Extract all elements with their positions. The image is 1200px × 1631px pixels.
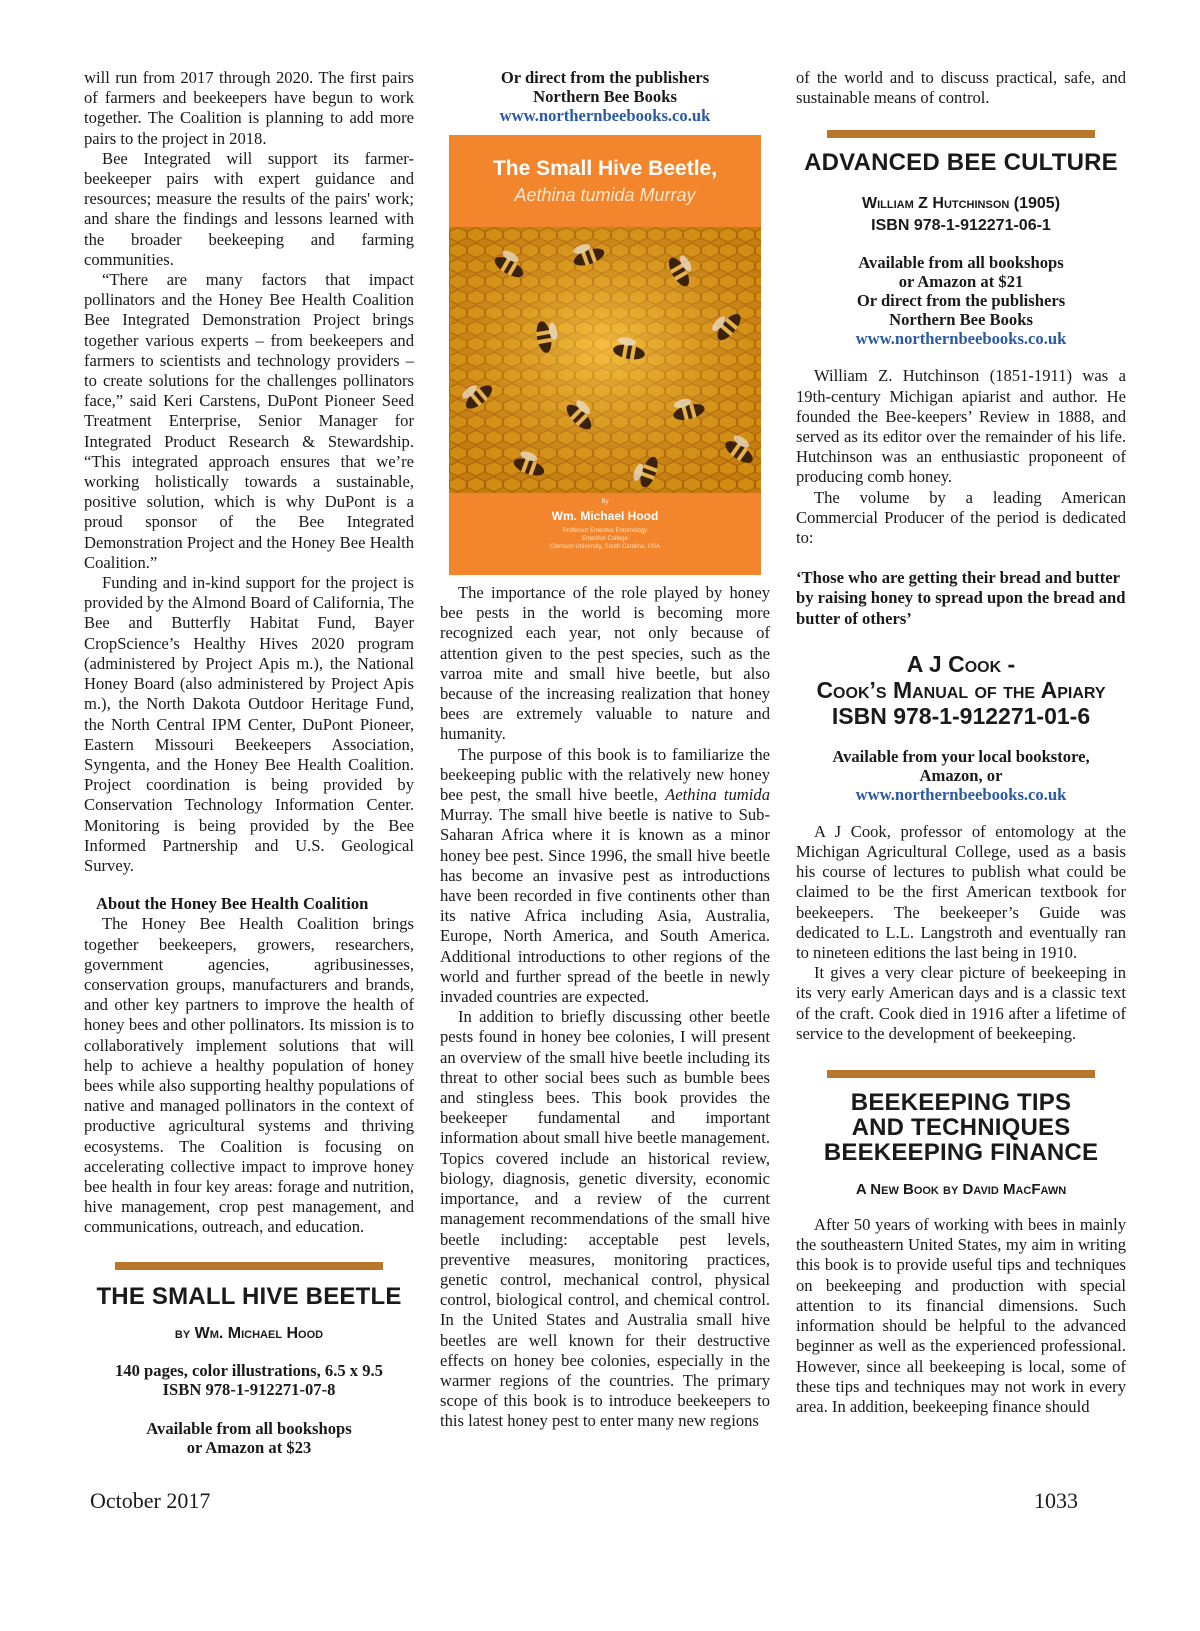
column-middle: [440, 68, 770, 1432]
cook-link-wrap: [796, 785, 1126, 804]
tips-title-line3: BEEKEEPING FINANCE: [823, 1139, 1099, 1167]
paragraph: Bee Integrated will support its farmer-beekeeper pairs with expert guidance and resources; measure the results of the pairs' work; and share the findings and lessons learned with the broader beekeeping and farming communities.: [84, 148, 414, 269]
abc-publisher-link[interactable]: www.northernbeebooks.co.uk: [855, 329, 1067, 349]
shb-availability: Available from all bookshops: [146, 1418, 352, 1438]
paragraph: William Z. Hutchinson (1851-1911) was a 19th-century Michigan apiarist and author. He founded the Bee-keepers’ Review in 1888, and served as its editor over the remainder of his life. Hutchinson was an enthusiastic proponeent of producing comb honey.: [796, 366, 1126, 487]
cover-by: By: [601, 499, 609, 505]
column-right: [796, 68, 1126, 1417]
abc-byline: William Z Hutchinson (1905): [861, 195, 1061, 213]
continued-text: [796, 68, 1126, 108]
section-rule: [115, 1262, 383, 1270]
section-rule: [827, 130, 1095, 138]
shb-title: THE SMALL HIVE BEETLE: [96, 1282, 402, 1310]
cover-subtitle: Aethina tumida Murray: [514, 185, 696, 205]
publisher-line: Or direct from the publishers: [500, 68, 710, 87]
paragraph: Funding and in-kind support for the project is provided by the Almond Board of California, The Bee and Butterfly Habitat Fund, Bayer CropScience’s Healthy Hives 2020 program (administered by Project Apis m.), the National Honey Board (also administered by Project Apis m.), the North Dakota Outdoor Heritage Fund, the North Central IPM Center, DuPont Pioneer, Eastern Missouri Beekeepers Association, Syngenta, and the Honey Bee Health Coalition. Project coordination is being provided by Conservation Technology Information Center. Monitoring is being provided by the Bee Informed Partnership and U.S. Geological Survey.: [84, 573, 414, 875]
shb-pages: 140 pages, color illustrations, 6.5 x 9.5: [115, 1360, 383, 1380]
abc-publisher-line: Or direct from the publishers: [856, 291, 1066, 311]
cover-credit-line: Clemson University, South Carolina, USA: [550, 544, 660, 550]
review-body: [440, 583, 770, 1432]
honeycomb-bees-photo: [449, 227, 761, 493]
publisher-name: Northern Bee Books: [533, 87, 677, 106]
cook-body: [796, 822, 1126, 1044]
cook-isbn: ISBN 978-1-912271-01-6: [831, 702, 1091, 729]
abc-title: ADVANCED BEE CULTURE: [804, 149, 1118, 177]
tips-byline: A New Book by David MacFawn: [855, 1181, 1067, 1199]
text-run: The purpose of this book is to familiarize the beekeeping public with the relatively new honey bee pest, the small hive beetle,: [440, 744, 770, 805]
book-cover-image: [449, 135, 761, 575]
shb-isbn: ISBN 978-1-912271-07-8: [162, 1379, 336, 1399]
cover-credits: [449, 527, 761, 551]
shb-price: or Amazon at $23: [186, 1437, 312, 1457]
cook-availability: Available from your local bookstore,: [832, 746, 1090, 766]
shb-byline: by Wm. Michael Hood: [174, 1324, 324, 1342]
dedication-quote: ‘Those who are getting their bread and butter by raising honey to spread upon the bread and butter of others’: [796, 568, 1126, 628]
paragraph: The Honey Bee Health Coalition brings together beekeepers, growers, researchers, government agencies, agribusinesses, conservation groups, manufacturers and brands, and other key partners to improve the health of honey bees and other pollinators. Its mission is to collaboratively implement solutions that will help to achieve a healthy population of honey bees while also supporting healthy populations of native and managed pollinators in the context of productive agricultural systems and thriving ecosystems. The Coalition is focusing on accelerating collective impact to improve honey bee health in four key areas: forage and nutrition, hive management, crop pest management, and communications, outreach, and education.: [84, 914, 414, 1237]
abc-body: [796, 366, 1126, 548]
tips-body: [796, 1215, 1126, 1417]
article-body: [84, 68, 414, 876]
about-heading: About the Honey Bee Health Coalition: [96, 894, 369, 914]
paragraph: In addition to briefly discussing other beetle pests found in honey bee colonies, I will present an overview of the small hive beetle including its threat to other social bees such as bumble bees and stingless bees. This book provides the beekeeper fundamental and important information about small hive beetle management. Topics covered include an historical review, biology, diagnosis, genetic diversity, economic importance, and a review of the current management recommendations of the small hive beetle including: acceptable pest levels, preventive measures, monitoring practices, genetic control, mechanical control, physical control, biological control, and chemical control. In the United States and Australia small hive beetles are well known for their destructive effects on honey bee colonies, especially in the warmer regions of the countries. The primary scope of this book is to introduce beekeepers to this latest honey pest to enter many new regions: [440, 1007, 770, 1431]
abc-availability: Available from all bookshops: [858, 253, 1064, 273]
page-number: 1033: [1034, 1488, 1078, 1513]
species-name: Aethina tumida: [665, 785, 770, 805]
column-left: [84, 68, 414, 1457]
cook-title-line1: A J Cook -: [906, 650, 1016, 677]
paragraph: of the world and to discuss practical, safe, and sustainable means of control.: [796, 68, 1126, 108]
paragraph: After 50 years of working with bees in mainly the southeastern United States, my aim in writing this book is to provide useful tips and techniques on beekeeping and production with special attention to its financial dimensions. Such information should be helpful to the advanced beginner as well as the experienced professional. However, since all beekeeping is local, some of these tips and techniques may not work in every area. In addition, beekeeping finance should: [796, 1215, 1126, 1416]
cover-credit-line: Emeritus College: [582, 536, 628, 542]
about-body: [84, 914, 414, 1237]
text-run: Murray. The small hive beetle is native to Sub-Saharan Africa where it is known as a minor honey bee pest. Since 1996, the small hive beetle has become an invasive pest as introductions have been recorded in five continents other than its native Africa including Asia, Australia, Europe, North America, and South America. Additional introductions to other regions of the world and further spread of the beetle in newly invaded countries are expected.: [440, 805, 770, 1007]
abc-isbn: ISBN 978-1-912271-06-1: [871, 217, 1051, 235]
abc-price: or Amazon at $21: [898, 272, 1024, 292]
paragraph: [440, 745, 770, 1008]
publisher-link-wrap: [440, 106, 770, 125]
abc-publisher-name: Northern Bee Books: [889, 310, 1033, 330]
paragraph: “There are many factors that impact pollinators and the Honey Bee Health Coalition Bee Integrated Demonstration Project brings together various experts – from beekeepers and farmers to scientists and technology providers – to create solutions for the challenges pollinators face,” said Keri Carstens, DuPont Pioneer Seed Treatment Enterprise, Senior Manager for Integrated Product Research & Stewardship. “This integrated approach ensures that we’re working holistically towards a sustainable, positive solution, which is why DuPont is a proud sponsor of the Bee Integrated Demonstration Project and the Honey Bee Health Coalition.”: [84, 270, 414, 572]
abc-link-wrap: [796, 329, 1126, 348]
paragraph: The volume by a leading American Commercial Producer of the period is dedicated to:: [796, 487, 1126, 548]
publisher-link[interactable]: www.northernbeebooks.co.uk: [499, 106, 711, 125]
cover-title: The Small Hive Beetle,: [492, 157, 718, 180]
tips-title-line2: AND TECHNIQUES: [851, 1114, 1071, 1142]
cook-publisher-link[interactable]: www.northernbeebooks.co.uk: [855, 784, 1067, 804]
cover-author: Wm. Michael Hood: [551, 509, 659, 523]
paragraph: A J Cook, professor of entomology at the Michigan Agricultural College, used as a basis his course of lectures to publish what could be claimed to be the first American textbook for beekeepers. The beekeeper’s Guide was dedicated to L.L. Langstroth and eventually ran to nineteen editions the last being in 1910.: [796, 821, 1126, 963]
paragraph: will run from 2017 through 2020. The first pairs of farmers and beekeepers have begun to work together. The Coalition is planning to add more pairs to the project in 2018.: [84, 68, 414, 148]
cover-credit-line: Professor Emeritus Entomology: [562, 528, 648, 534]
paragraph: It gives a very clear picture of beekeeping in its very early American days and is a classic text of the craft. Cook died in 1916 after a lifetime of service to the development of beekeeping.: [796, 963, 1126, 1043]
paragraph: The importance of the role played by honey bee pests in the world is becoming more recognized each year, not only because of attention given to the pest species, such as the varroa mite and small hive beetle, but also because of the increasing realization that honey bees are extremely valuable to nature and humanity.: [440, 583, 770, 744]
issue-date: October 2017: [90, 1488, 211, 1513]
cook-title-line2: Cook’s Manual of the Apiary: [816, 676, 1106, 703]
section-rule: [827, 1070, 1095, 1078]
tips-title-line1: BEEKEEPING TIPS: [850, 1089, 1072, 1117]
cook-availability-2: Amazon, or: [919, 765, 1003, 785]
